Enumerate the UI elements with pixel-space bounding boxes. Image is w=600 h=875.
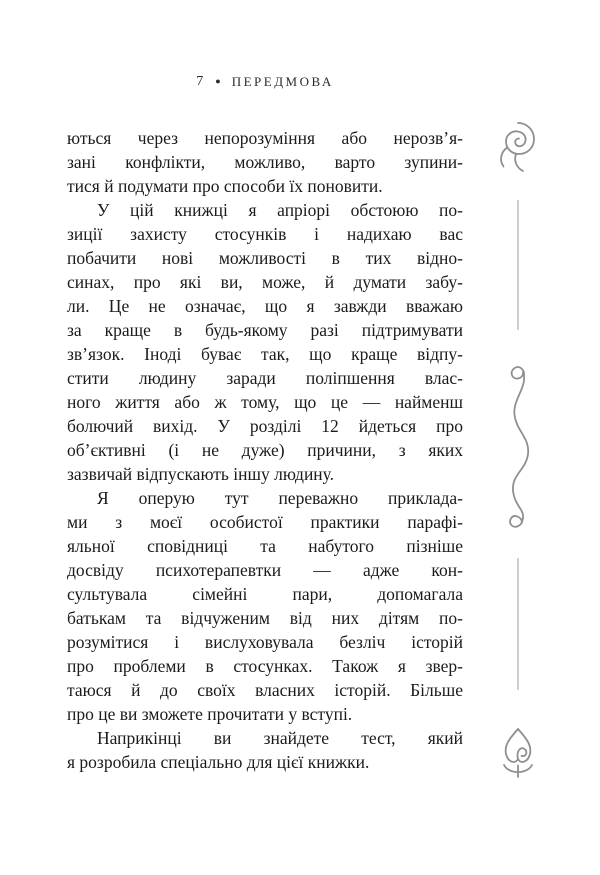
running-head (67, 74, 463, 90)
vine-swirl-ornament (500, 360, 536, 534)
text-line: таюся й до своїх власних історій. Більше (67, 680, 463, 700)
text-line: зані конфлікти, можливо, варто зупини- (67, 152, 463, 172)
divider-rule-lower (518, 558, 519, 690)
text-line: сультувала сімейні пари, допомагала (67, 584, 463, 604)
page-number: 7 (196, 74, 205, 89)
rosebud-ornament (495, 724, 541, 784)
chapter-title: ПЕРЕДМОВА (231, 74, 334, 89)
ornament-column (492, 0, 544, 875)
text-line: тися й подумати про способи їх поновити. (67, 176, 383, 196)
body-text (67, 126, 463, 774)
text-line: У цій книжці я апріорі обстоюю по- (97, 200, 463, 220)
text-line: стити людину заради поліпшення влас- (67, 368, 463, 388)
text-line: я розробила спеціально для цієї книжки. (67, 752, 370, 772)
text-line: за краще в будь-якому разі підтримувати (67, 320, 463, 340)
text-line: об’єктивні (і не дуже) причини, з яких (67, 440, 463, 460)
text-line: батькам та відчуженим від них дітям по- (67, 608, 463, 628)
text-line: зиції захисту стосунків і надихаю вас (67, 224, 463, 244)
divider-rule-upper (518, 200, 519, 330)
text-line: ли. Це не означає, що я завжди вважаю (67, 296, 463, 316)
text-line: зазвичай відпускають іншу людину. (67, 464, 335, 484)
bullet-separator-icon: ● (215, 76, 221, 86)
text-line: зв’язок. Іноді буває так, що краще відпу- (67, 344, 463, 364)
text-line: синах, про які ви, може, й думати забу- (67, 272, 463, 292)
text-line: Я оперую тут переважно приклада- (97, 488, 463, 508)
rose-spiral-ornament (493, 118, 543, 174)
text-line: ються через непорозуміння або нерозв’я- (67, 128, 463, 148)
text-line: досвіду психотерапевтки — адже кон- (67, 560, 463, 580)
text-line: розумітися і вислуховувала безліч історій (67, 632, 463, 652)
text-line: болючий вихід. У розділі 12 йдеться про (67, 416, 463, 436)
text-line: Наприкінці ви знайдете тест, який (97, 728, 463, 748)
text-line: ми з моєї особистої практики парафі- (67, 512, 463, 532)
text-line: про це ви зможете прочитати у вступі. (67, 704, 353, 724)
text-line: ного життя або ж тому, що це — найменш (67, 392, 463, 412)
text-line: побачити нові можливості в тих відно- (67, 248, 463, 268)
text-line: яльної сповідниці та набутого пізніше (67, 536, 463, 556)
text-line: про проблеми в стосунках. Також я звер- (67, 656, 463, 676)
